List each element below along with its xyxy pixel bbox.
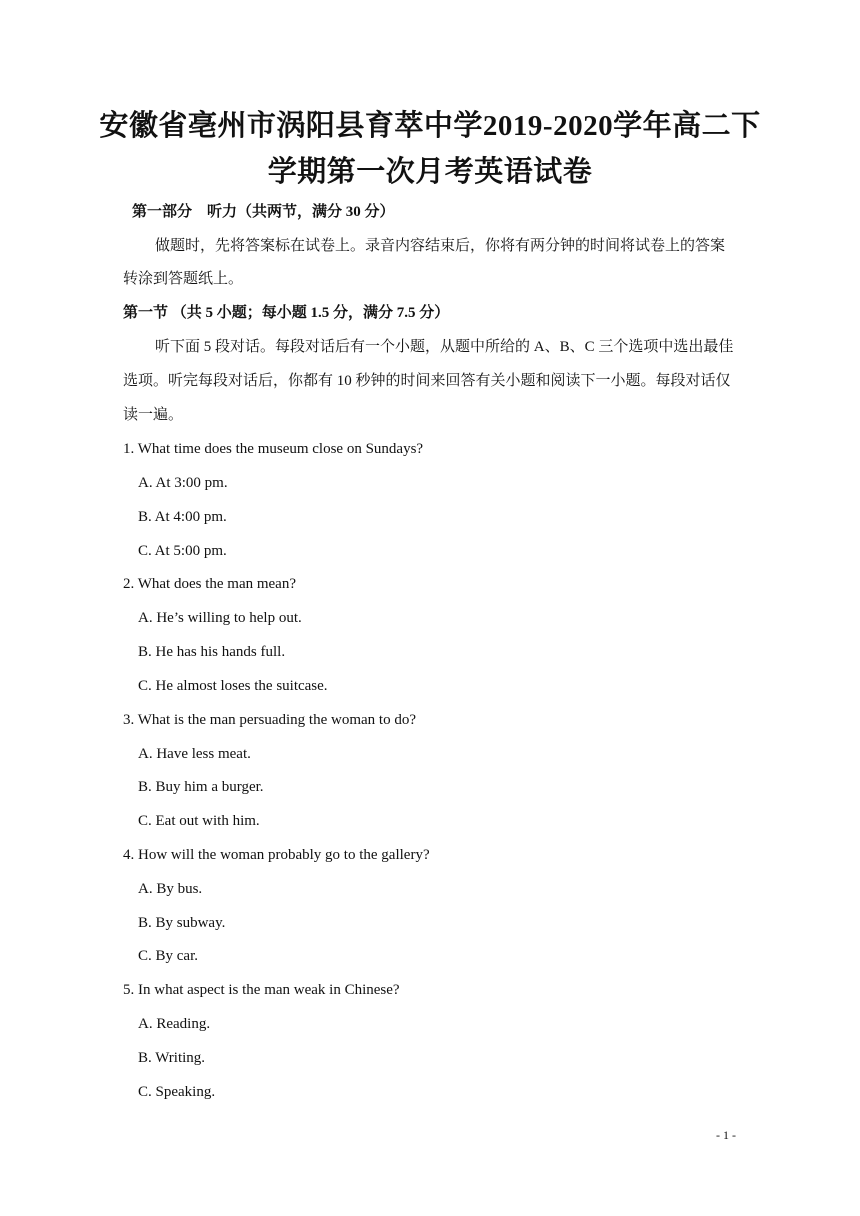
intro-line-1: 做题时，先将答案标在试卷上。录音内容结束后，你将有两分钟的时间将试卷上的答案	[155, 238, 726, 254]
question-3-option-b: B. Buy him a burger.	[138, 779, 264, 795]
question-4-stem: 4. How will the woman probably go to the gallery?	[123, 847, 430, 863]
question-5-stem: 5. In what aspect is the man weak in Chinese?	[123, 982, 400, 998]
question-5-option-a: A. Reading.	[138, 1016, 211, 1032]
section1-heading: 第一节 （共 5 小题；每小题 1.5 分，满分 7.5 分）	[123, 305, 450, 321]
section1-intro-line-3: 读一遍。	[123, 407, 184, 423]
question-1-option-a: A. At 3:00 pm.	[138, 475, 228, 491]
question-1-option-c: C. At 5:00 pm.	[138, 543, 227, 559]
question-2-stem: 2. What does the man mean?	[123, 576, 296, 592]
page-number: - 1 -	[716, 1128, 736, 1142]
question-1-option-b: B. At 4:00 pm.	[138, 509, 227, 525]
title-line-2: 学期第一次月考英语试卷	[267, 156, 593, 188]
question-5-option-c: C. Speaking.	[138, 1084, 216, 1100]
question-4-option-b: B. By subway.	[138, 915, 226, 931]
question-4-option-a: A. By bus.	[138, 881, 203, 897]
question-3-option-a: A. Have less meat.	[138, 746, 251, 762]
intro-line-2: 转涂到答题纸上。	[123, 271, 244, 287]
section1-intro-line-1: 听下面 5 段对话。每段对话后有一个小题，从题中所给的 A、B、C 三个选项中选出最佳	[155, 339, 734, 355]
question-3-stem: 3. What is the man persuading the woman to do?	[123, 712, 416, 728]
section1-intro-line-2: 选项。听完每段对话后，你都有 10 秒钟的时间来回答有关小题和阅读下一小题。每段对话仅	[123, 373, 731, 389]
question-3-option-c: C. Eat out with him.	[138, 813, 260, 829]
title-line-1: 安徽省亳州市涡阳县育萃中学2019-2020学年高二下	[99, 110, 761, 142]
part1-heading: 第一部分 听力（共两节，满分 30 分）	[132, 204, 395, 220]
question-1-stem: 1. What time does the museum close on Sundays?	[123, 441, 424, 457]
question-2-option-b: B. He has his hands full.	[138, 644, 286, 660]
question-2-option-c: C. He almost loses the suitcase.	[138, 678, 328, 694]
question-5-option-b: B. Writing.	[138, 1050, 206, 1066]
question-2-option-a: A. He’s willing to help out.	[138, 610, 302, 626]
question-4-option-c: C. By car.	[138, 948, 198, 964]
